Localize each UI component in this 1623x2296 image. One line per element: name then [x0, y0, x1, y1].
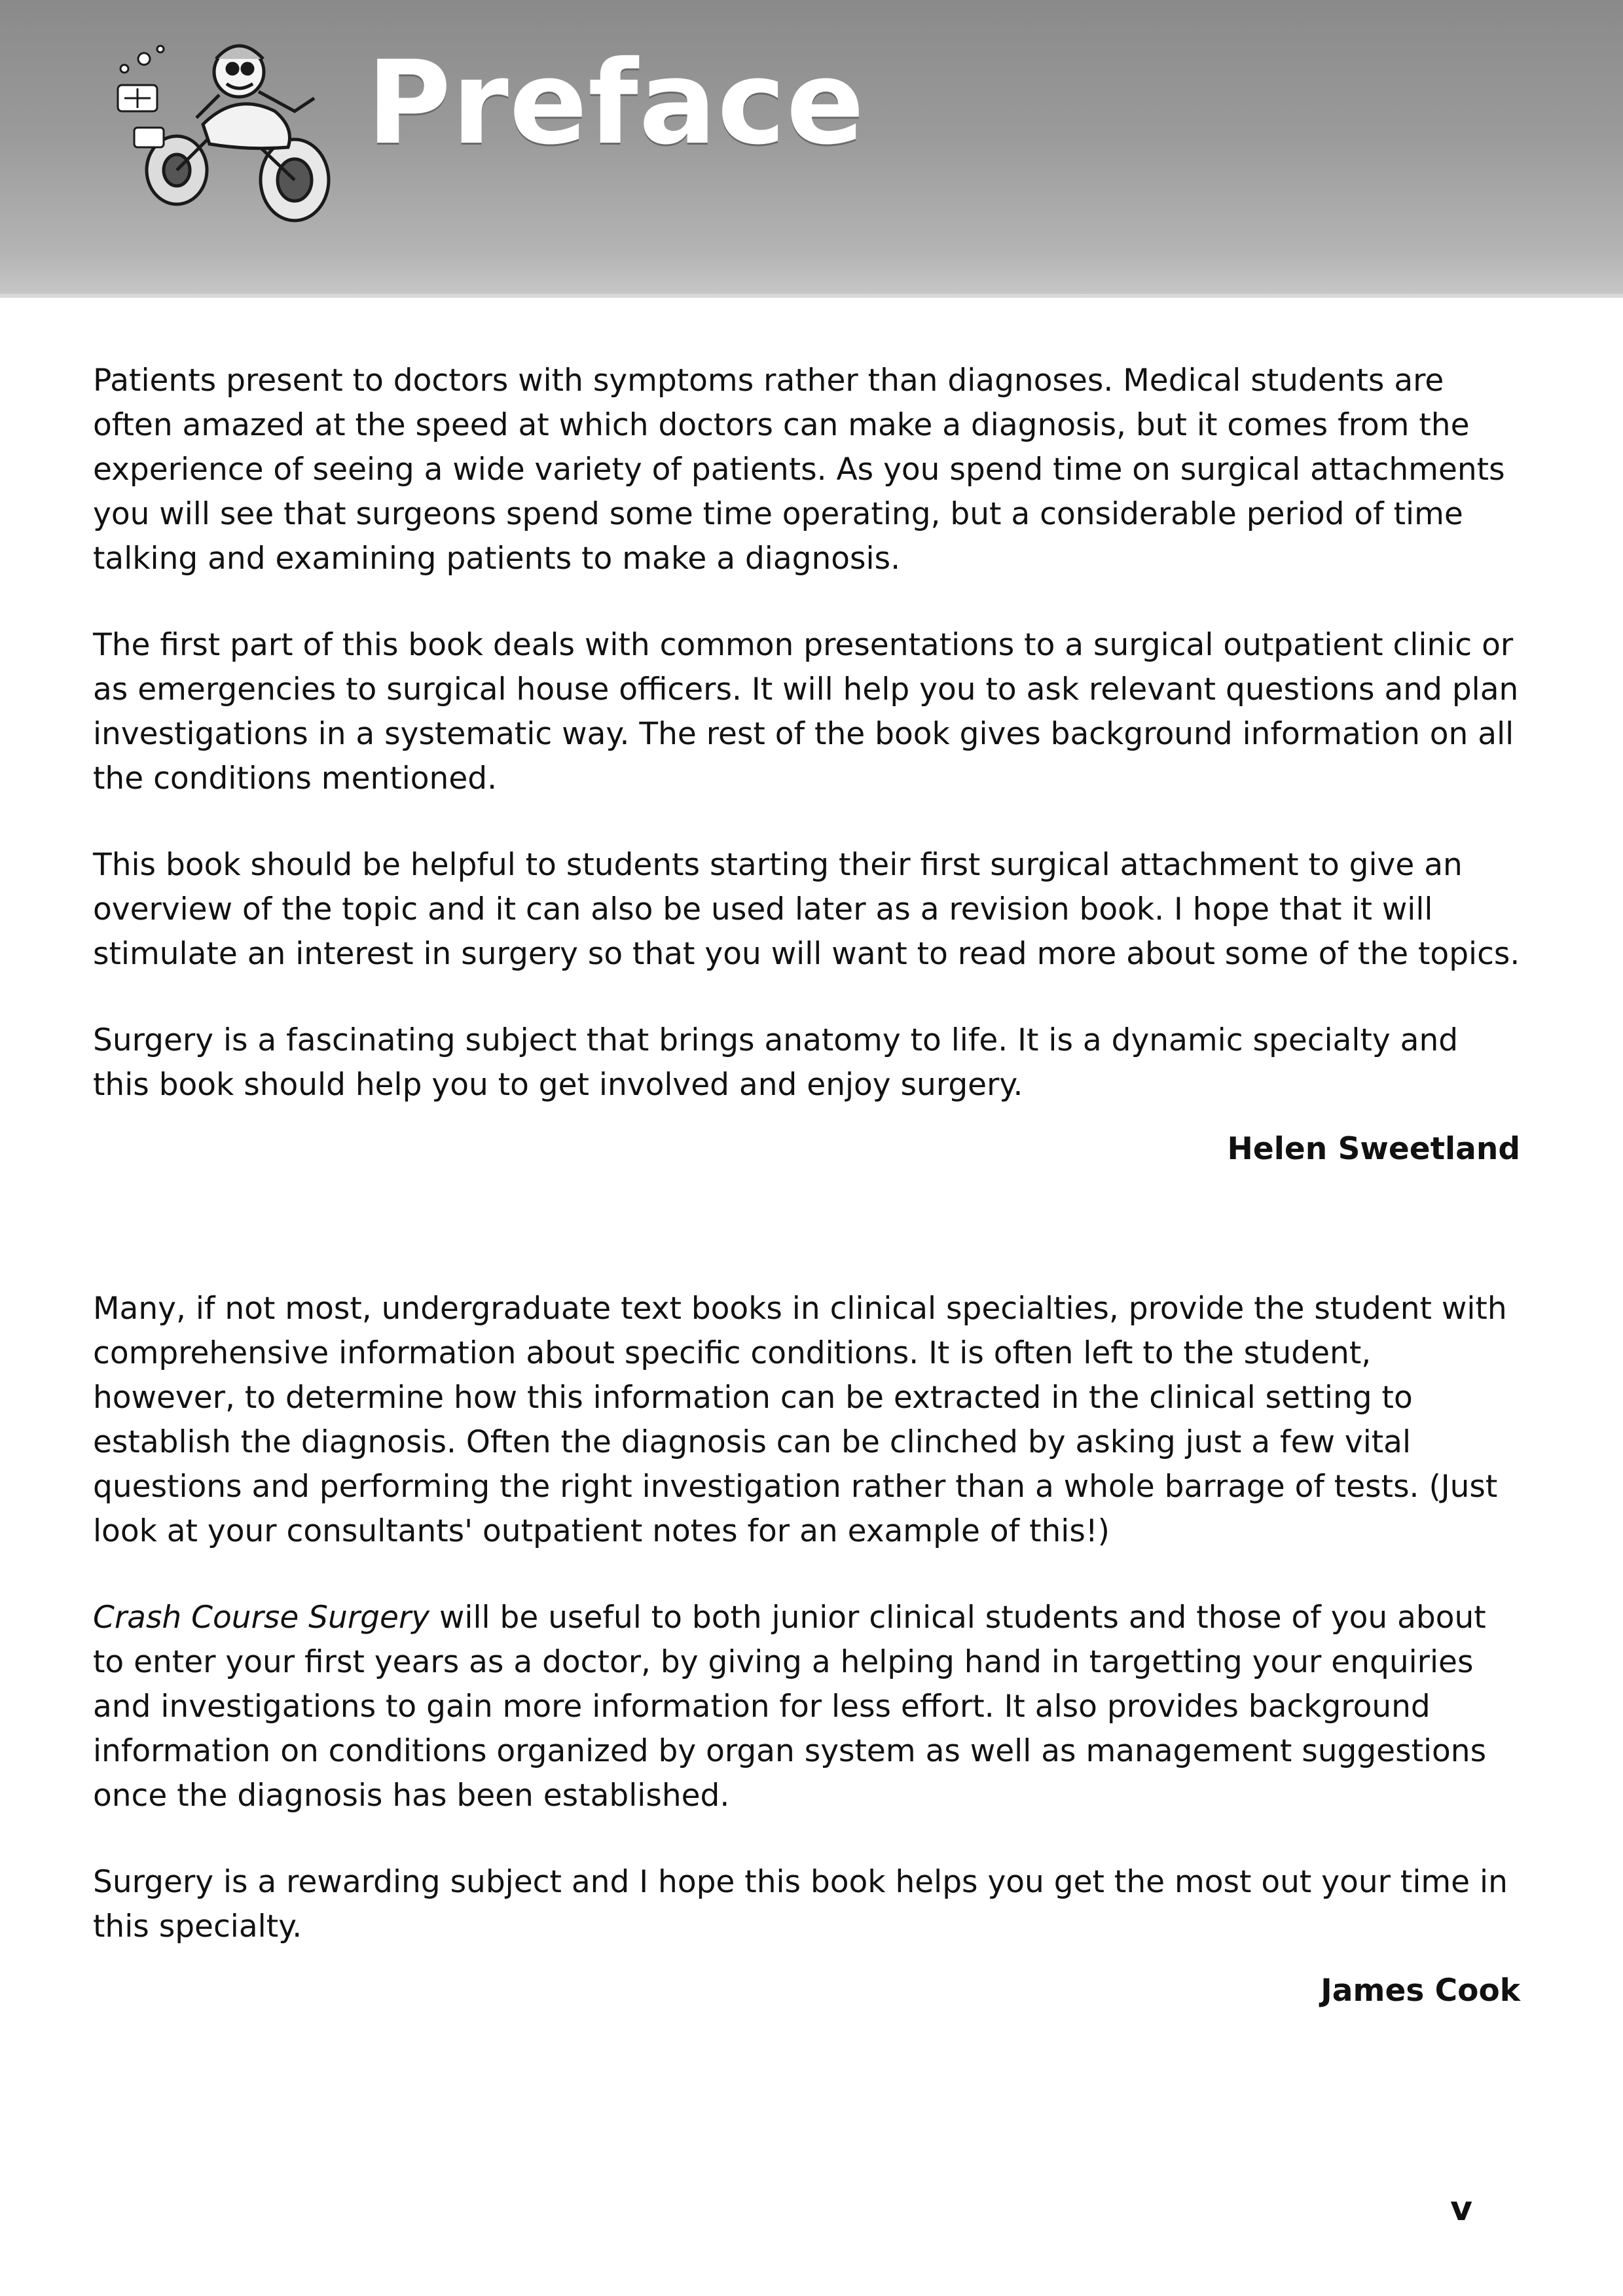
- book-paragraph-text: will be useful to both junior clinical students and those of you about to enter your first years as a doctor, by giving a helping hand in targetting your enquiries and investigations to gain more information for less effort. It also provides background information on conditions organized by organ system as well as management suggestions once the diagnosis has been established.: [93, 1600, 1487, 1814]
- preface-body: [93, 359, 1520, 2011]
- page-number: v: [1450, 2189, 1472, 2229]
- preface-paragraph: Many, if not most, undergraduate text books in clinical specialties, provide the student with comprehensive information about specific conditions. It is often left to the student, however, to determine how this information can be extracted in the clinical setting to establish the diagnosis. Often the diagnosis can be clinched by asking just a few vital questions and performing the right investigation rather than a whole barrage of tests. (Just look at your consultants' outpatient notes for an example of this!): [93, 1291, 1507, 1549]
- page-title: Preface: [367, 36, 866, 170]
- header-banner: [0, 0, 1623, 298]
- preface-paragraph-book: [93, 1596, 1520, 1818]
- author-signature-helen: Helen Sweetland: [1227, 1131, 1520, 1167]
- book-title: Crash Course Surgery: [93, 1600, 430, 1636]
- author-signature-james: James Cook: [1321, 1973, 1520, 2009]
- motorcycle-mascot-icon: [98, 13, 373, 229]
- header-divider: [0, 294, 1623, 298]
- preface-paragraph: Patients present to doctors with symptoms rather than diagnoses. Medical students are often amazed at the speed at which doctors can make a diagnosis, but it comes from the experience of seeing a wide variety of patients. As you spend time on surgical attachments you will see that surgeons spend some time operating, but a considerable period of time talking and examining patients to make a diagnosis.: [93, 363, 1505, 577]
- preface-paragraph: Surgery is a rewarding subject and I hope this book helps you get the most out your time in this specialty.: [93, 1864, 1508, 1945]
- preface-paragraph: The first part of this book deals with common presentations to a surgical outpatient clinic or as emergencies to surgical house officers. It will help you to ask relevant questions and plan investigations in a systematic way. The rest of the book gives background information on all the conditions mentioned.: [93, 627, 1519, 797]
- preface-paragraph: Surgery is a fascinating subject that brings anatomy to life. It is a dynamic specialty and this book should help you to get involved and enjoy surgery.: [93, 1022, 1459, 1103]
- preface-paragraph: This book should be helpful to students starting their first surgical attachment to give an overview of the topic and it can also be used later as a revision book. I hope that it will stimulate an interest in surgery so that you will want to read more about some of the topics.: [93, 847, 1520, 972]
